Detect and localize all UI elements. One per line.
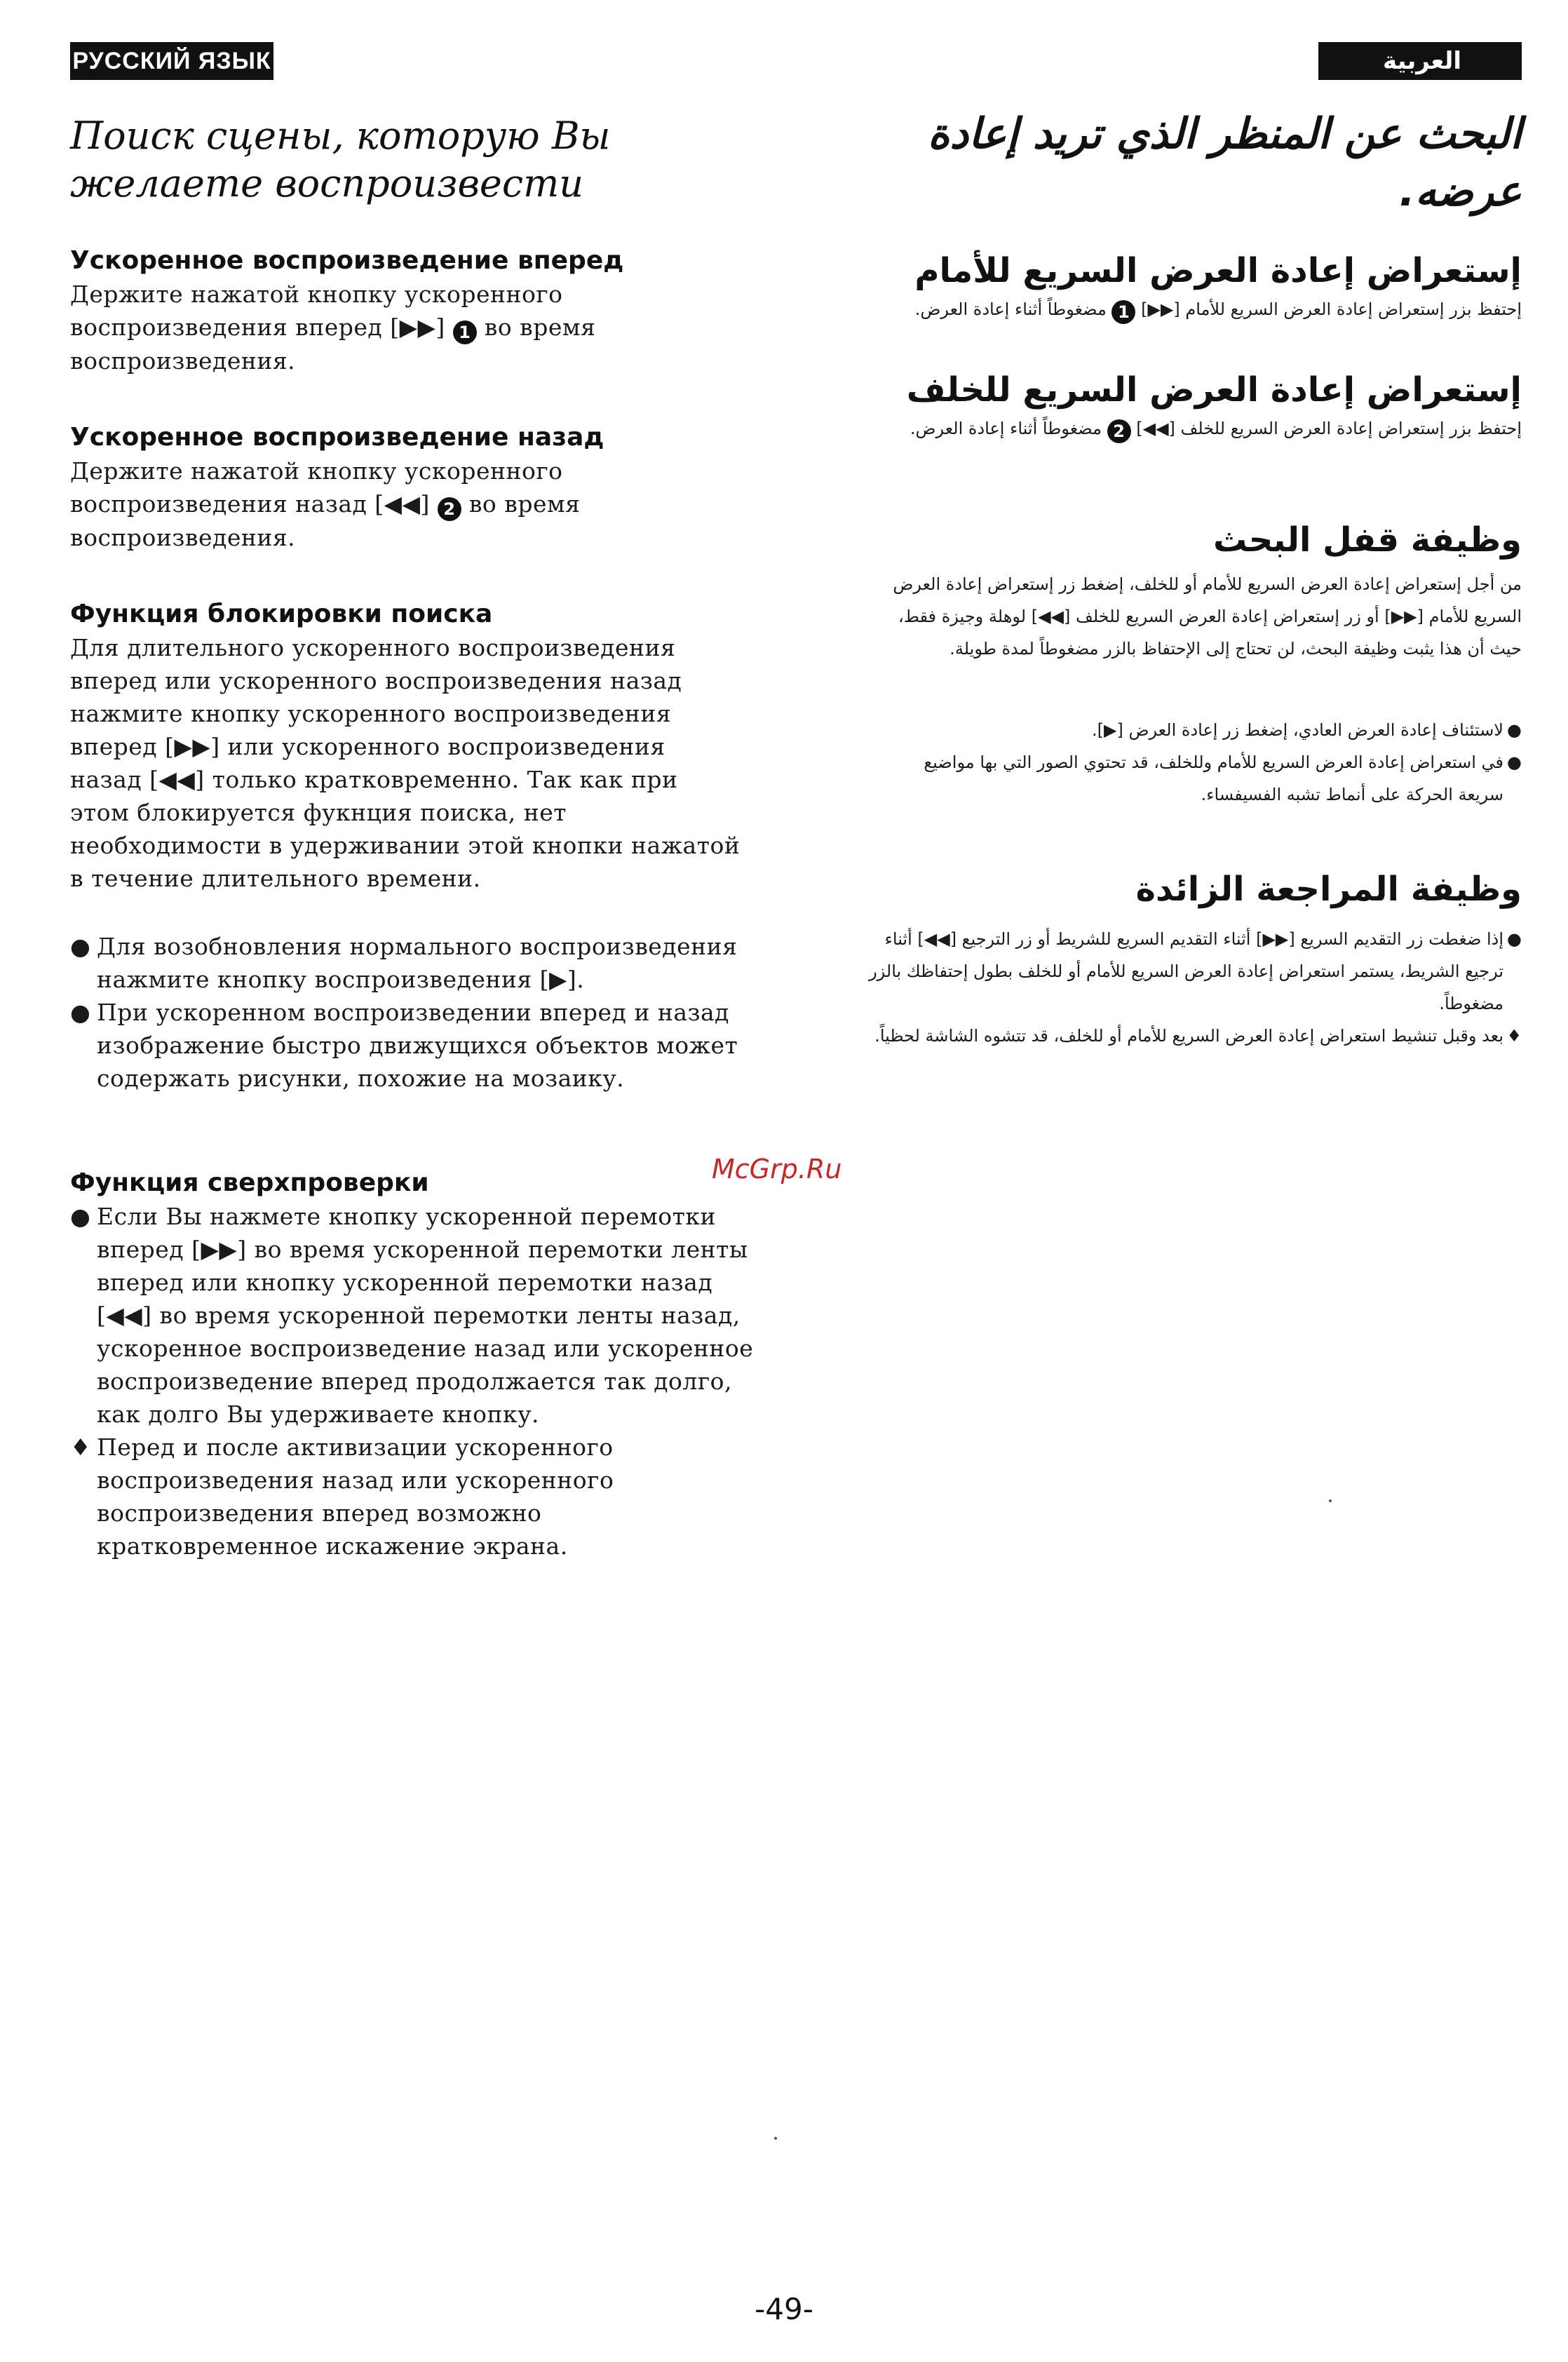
ru-section-text: Для длительного ускоренного воспроизведения вперед или ускоренного воспроизведения назад нажмите кнопку ускоренного воспроизведения вперед [▶▶] или ускоренного воспроизведения назад [◀◀] только кратковременно. Так как при этом блокируется фукнция поиска, нет необходимости в удерживании этой кнопки нажатой в течение длительного времени. [70,634,741,892]
ar-section-heading: إستعراض إعادة العرض السريع للأمام [914,251,1522,290]
bullet-icon: ● [1507,753,1522,772]
list-item [70,996,743,1095]
bullet-icon: ● [70,999,91,1026]
diamond-icon: ♦ [1506,1026,1522,1046]
list-item [70,1431,757,1563]
list-item [70,1200,757,1431]
ar-text-part: مضغوطاً أثناء إعادة العرض. [910,419,1102,438]
ar-note-text: في استعراض إعادة العرض السريع للأمام وللخلف، قد تحتوي الصور التي بها مواضيع سريعة الحركة على أنماط تشبه الفسيفساء. [924,753,1503,804]
ru-text-part: Держите нажатой кнопку ускоренного воспроизведения вперед [▶▶] [70,281,563,341]
ru-section-text [70,278,617,377]
ru-note-text: При ускоренном воспроизведении вперед и назад изображение быстро движущихся объектов может содержать рисунки, похожие на мозаику. [97,999,738,1092]
ar-section-text [863,412,1522,445]
ar-section-forward [863,248,1522,325]
arabic-column [863,105,1522,1052]
russian-column [70,105,771,1563]
ar-section-heading: وظيفة المراجعة الزائدة [1135,870,1522,909]
watermark-link[interactable]: McGrp.Ru [712,1154,842,1185]
language-tag-arabic: العربية [1318,42,1522,80]
scan-speck [1329,1499,1332,1502]
ar-section-heading: وظيفة قفل البحث [1212,520,1522,560]
ru-page-title: Поиск сцены, которую Вы желаете воспроизвести [70,114,611,205]
bullet-icon: ● [70,1203,91,1230]
ar-overcheck-list [863,923,1522,1052]
ru-notes [70,930,743,1095]
list-item [70,930,743,996]
circled-number-icon: 1 [453,320,477,344]
ru-search-lock [70,598,771,895]
ar-note-text: بعد وقبل تنشيط استعراض إعادة العرض السريع للأمام أو للخلف، قد تتشوه الشاشة لحظياً. [874,1026,1503,1046]
ar-text-part: إحتفظ بزر إستعراض إعادة العرض السريع للأمام [▶▶] [1141,299,1522,319]
ru-text-part: во время воспроизведения. [70,490,581,551]
ar-text-part: إحتفظ بزر إستعراض إعادة العرض السريع للخلف [◀◀] [1136,419,1522,438]
ru-text-part: Держите нажатой кнопку ускоренного воспроизведения назад [◀◀] [70,457,563,518]
page-number: -49- [755,2292,813,2326]
ar-search-lock [863,518,1522,665]
list-item [905,746,1522,811]
bullet-icon: ● [70,933,91,960]
ru-note-text: Если Вы нажмете кнопку ускоренной перемотки вперед [▶▶] во время ускоренной перемотки ленты вперед или кнопку ускоренной перемотки назад [◀◀] во время ускоренной перемотки ленты назад, ускоренное воспроизведение назад или ускоренное воспроизведение вперед продолжается так долго, как долго Вы удерживаете кнопку. [97,1203,754,1428]
bullet-icon: ● [1507,929,1522,949]
ru-overcheck [70,1166,771,1563]
ar-section-text [863,293,1522,325]
ru-section-reverse [70,421,771,554]
ar-note-text: لاستئناف إعادة العرض العادي، إضغط زر إعادة العرض [▶]. [1092,720,1503,740]
ar-text-part: مضغوطاً أثناء إعادة العرض. [914,299,1107,319]
ru-section-heading: Функция блокировки поиска [70,600,493,628]
bullet-icon: ● [1507,720,1522,740]
ru-note-text: Перед и после активизации ускоренного воспроизведения назад или ускоренного воспроизведения вперед возможно кратковременное искажение экрана. [97,1433,614,1560]
scan-speck [774,2137,777,2140]
ru-section-forward [70,244,771,377]
ru-section-heading: Ускоренное воспроизведение назад [70,423,604,452]
ar-overcheck [863,867,1522,1052]
language-tag-russian: РУССКИЙ ЯЗЫК [70,42,273,80]
ru-note-text: Для возобновления нормального воспроизведения нажмите кнопку воспроизведения [▶]. [97,933,738,993]
ru-section-heading: Ускоренное воспроизведение вперед [70,246,624,275]
ar-page-title: البحث عن المنظر الذي تريد إعادة عرضه. [927,109,1522,216]
circled-number-icon: 1 [1111,300,1135,324]
ru-section-heading: Функция сверхпроверки [70,1168,429,1197]
ar-section-heading: إستعراض إعادة العرض السريع للخلف [906,370,1522,410]
diamond-icon: ♦ [70,1433,92,1461]
ru-overcheck-list [70,1200,757,1563]
ar-section-reverse [863,367,1522,445]
ar-section-text: من أجل إستعراض إعادة العرض السريع للأمام أو للخلف، إضغط زر إستعراض إعادة العرض السريع للأمام [▶▶] أو زر إستعراض إعادة العرض السريع للخلف [◀◀] لوهلة وجيزة فقط، حيث أن هذا يثبت وظيفة البحث، لن تحتاج إلى الإحتفاظ بالزر مضغوطاً لمدة طويلة. [893,574,1522,659]
ar-note-text: إذا ضغطت زر التقديم السريع [▶▶] أثناء التقديم السريع للشريط أو زر الترجيع [◀◀] أثناء ترجيع الشريط، يستمر استعراض إعادة العرض السريع للأمام أو للخلف بطول إحتفاظك بالزر مضغوطاً. [869,929,1503,1013]
ar-notes [905,714,1522,811]
list-item [905,714,1522,746]
list-item [863,923,1522,1020]
circled-number-icon: 2 [438,497,461,521]
circled-number-icon: 2 [1107,419,1131,443]
list-item [863,1020,1522,1052]
ru-text-part: во время воспроизведения. [70,313,596,374]
ru-section-text [70,454,617,554]
